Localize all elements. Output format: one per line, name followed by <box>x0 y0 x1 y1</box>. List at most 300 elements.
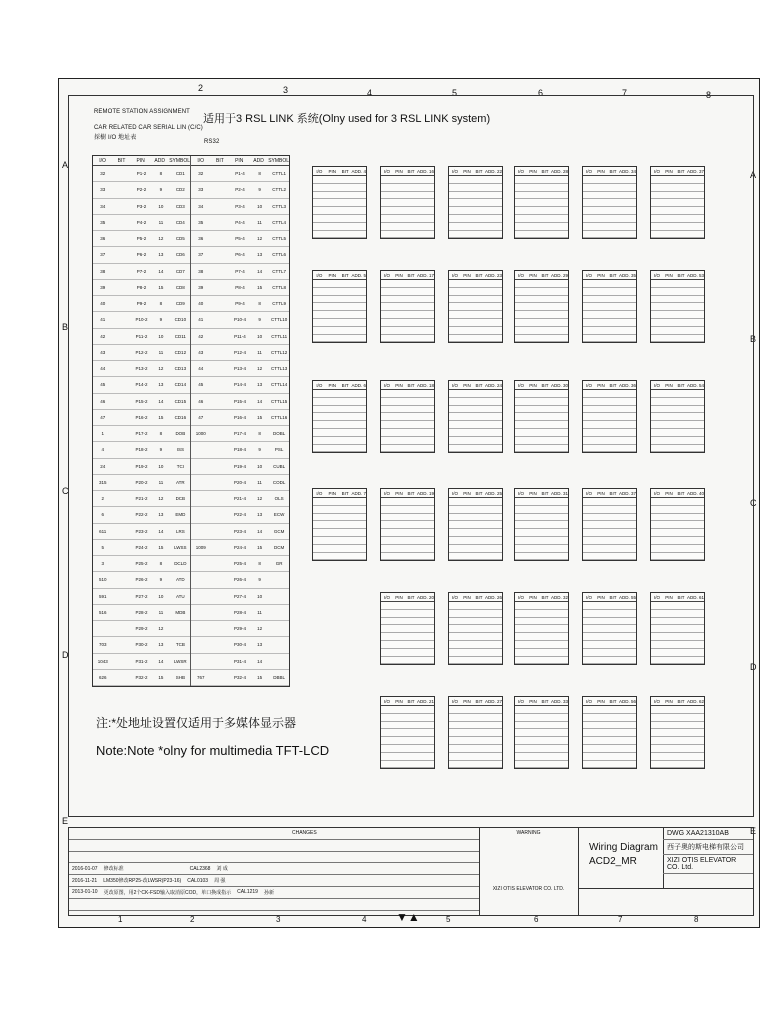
box-row <box>449 602 502 610</box>
bcol-5: 5 <box>446 915 451 924</box>
box-header-cell: I/O <box>653 594 660 600</box>
address-box <box>514 488 569 561</box>
box-row <box>515 737 568 745</box>
title-block-bottom <box>579 888 753 916</box>
box-row <box>515 429 568 437</box>
table-cell: CTTL4 <box>272 219 287 225</box>
box-row <box>583 199 636 207</box>
box-row <box>651 545 704 553</box>
table-cell: 8 <box>159 171 163 177</box>
table-cell: 9 <box>258 317 261 323</box>
table-cell: ECW <box>273 512 285 518</box>
table-cell: 9 <box>258 577 261 583</box>
table-row <box>93 524 190 540</box>
table-row <box>93 247 190 263</box>
table-cell: P5-2 <box>136 236 147 242</box>
table-cell: 8 <box>159 431 163 437</box>
table-cell: 8 <box>159 561 163 567</box>
col-4: 4 <box>367 88 373 98</box>
table-cell: P12-4 <box>233 349 246 355</box>
box-row <box>381 296 434 304</box>
table-cell: 14 <box>158 398 164 404</box>
row-a-right: A <box>750 170 757 180</box>
box-header-cell: I/O <box>451 490 458 496</box>
table-row <box>191 670 289 686</box>
box-header-cell: BIT <box>677 594 685 600</box>
table-cell: CD13 <box>174 366 187 372</box>
table-cell: 40 <box>100 301 106 307</box>
column-header: I/O <box>99 157 106 164</box>
box-row <box>583 521 636 529</box>
box-row <box>515 714 568 722</box>
box-header-cell: BIT <box>475 382 483 388</box>
table-row <box>93 442 190 458</box>
box-row <box>313 192 366 200</box>
box-header-cell: PIN <box>665 168 673 174</box>
rev-desc: 更改原图，用2个CK-FSD输入取消原COD，单口换成指示 <box>103 889 232 896</box>
box-row <box>651 303 704 311</box>
box-row <box>313 223 366 231</box>
table-cell: TCI <box>176 463 184 469</box>
box-row <box>449 633 502 641</box>
table-cell: 11 <box>257 349 262 355</box>
table-cell: CD5 <box>175 236 185 242</box>
table-cell: 8 <box>258 561 261 567</box>
table-cell: P8-4 <box>235 284 245 290</box>
box-row <box>515 176 568 184</box>
box-row <box>313 514 366 522</box>
table-row <box>93 556 190 572</box>
box-header-cell: I/O <box>653 168 660 174</box>
row-d-right: D <box>750 662 757 672</box>
table-row <box>191 410 289 426</box>
box-row <box>381 753 434 761</box>
box-header-cell: ADD. 30 <box>551 382 569 388</box>
table-cell: 9 <box>258 187 261 193</box>
box-row <box>381 618 434 626</box>
table-cell: 32 <box>100 171 106 177</box>
box-header-cell: BIT <box>407 594 415 600</box>
table-cell: 43 <box>198 349 204 355</box>
box-header-cell: ADD. 16 <box>417 168 435 174</box>
box-row <box>381 521 434 529</box>
col-2: 2 <box>198 83 204 93</box>
table-cell: 315 <box>98 479 107 485</box>
box-row <box>313 545 366 553</box>
table-cell: CD6 <box>175 252 185 258</box>
box-row <box>381 498 434 506</box>
box-row <box>381 303 434 311</box>
address-box <box>448 166 503 239</box>
box-row <box>515 753 568 761</box>
box-row <box>449 192 502 200</box>
table-cell: 12 <box>257 236 263 242</box>
table-cell: P4-4 <box>235 219 245 225</box>
table-row <box>191 540 289 556</box>
table-cell: 15 <box>257 414 263 420</box>
box-row <box>651 327 704 335</box>
box-header-cell: I/O <box>451 382 458 388</box>
table-row <box>191 166 289 182</box>
note-chinese: 注:*处地址设置仅适用于多媒体显示器 <box>96 716 297 730</box>
box-header-cell: ADD. 61 <box>687 594 705 600</box>
box-row <box>583 223 636 231</box>
table-cell: 11 <box>158 609 164 615</box>
box-row <box>381 176 434 184</box>
table-cell: 1 <box>101 431 104 437</box>
box-row <box>381 413 434 421</box>
box-header-cell: I/O <box>517 272 524 278</box>
table-cell: 11 <box>158 349 164 355</box>
box-row <box>583 390 636 398</box>
box-header <box>381 271 434 280</box>
table-cell: 44 <box>100 366 106 372</box>
box-row <box>381 184 434 192</box>
table-cell: PSL <box>274 447 284 453</box>
table-cell: OLS <box>274 496 284 502</box>
box-header-cell: PIN <box>597 168 605 174</box>
box-row <box>381 231 434 239</box>
box-header-cell: I/O <box>653 382 660 388</box>
box-header-cell: BIT <box>609 168 617 174</box>
table-cell: P31-4 <box>233 658 246 664</box>
box-row <box>515 231 568 239</box>
box-header-cell: BIT <box>609 594 617 600</box>
table-cell: P16-4 <box>233 414 246 420</box>
box-header-cell: ADD. 31 <box>551 490 569 496</box>
table-cell: P12-2 <box>135 349 148 355</box>
box-row <box>515 649 568 657</box>
table-cell: 12 <box>158 236 164 242</box>
box-row <box>583 319 636 327</box>
box-row <box>313 327 366 335</box>
box-header-cell: BIT <box>609 382 617 388</box>
table-cell: 47 <box>100 414 106 420</box>
box-row <box>515 514 568 522</box>
table-cell: LRS <box>175 528 185 534</box>
box-row <box>651 421 704 429</box>
table-cell: CTTL1 <box>272 171 287 177</box>
table-cell: P7-2 <box>136 268 147 274</box>
box-header <box>381 381 434 390</box>
table-cell: 13 <box>257 252 263 258</box>
address-box-grid <box>312 166 732 796</box>
box-row <box>515 184 568 192</box>
box-header-cell: BIT <box>407 168 415 174</box>
table-cell: 15 <box>257 284 263 290</box>
table-row <box>191 329 289 345</box>
rev-cal: CAL1219 <box>237 889 258 896</box>
table-cell: 34 <box>198 203 204 209</box>
box-row <box>449 714 502 722</box>
box-row <box>583 729 636 737</box>
box-header-cell: BIT <box>407 490 415 496</box>
box-header-cell: PIN <box>665 382 673 388</box>
box-row <box>651 553 704 561</box>
box-row <box>313 521 366 529</box>
box-row <box>313 231 366 239</box>
table-cell: 8 <box>258 171 261 177</box>
address-box <box>514 166 569 239</box>
box-row <box>449 729 502 737</box>
table-cell: P28-4 <box>233 609 246 615</box>
table-cell: CD16 <box>174 414 187 420</box>
table-cell: 32 <box>198 171 204 177</box>
table-row <box>191 524 289 540</box>
box-row <box>515 288 568 296</box>
box-row <box>449 553 502 561</box>
box-header-cell: I/O <box>517 168 524 174</box>
table-cell: 13 <box>158 642 164 648</box>
table-cell: P30-4 <box>233 642 246 648</box>
address-box <box>650 380 705 453</box>
table-cell: 1043 <box>97 658 108 664</box>
box-row <box>381 729 434 737</box>
box-row <box>651 335 704 343</box>
box-row <box>515 335 568 343</box>
box-row <box>515 506 568 514</box>
box-header-cell: BIT <box>677 272 685 278</box>
box-row <box>583 176 636 184</box>
table-cell: P20-4 <box>233 479 246 485</box>
box-row <box>449 657 502 665</box>
box-row <box>651 406 704 414</box>
column-header: BIT <box>216 157 224 164</box>
table-cell: P11-4 <box>234 333 246 339</box>
table-cell: 10 <box>257 333 263 339</box>
table-cell: P26-4 <box>233 577 246 583</box>
box-row <box>583 398 636 406</box>
table-cell: 14 <box>257 658 263 664</box>
box-row <box>651 223 704 231</box>
box-row <box>583 184 636 192</box>
table-cell: CUBL <box>273 463 286 469</box>
table-cell: P26-2 <box>135 577 148 583</box>
box-header-cell: I/O <box>585 594 592 600</box>
box-row <box>381 327 434 335</box>
box-header-cell: I/O <box>517 490 524 496</box>
box-row <box>651 625 704 633</box>
bcol-7: 7 <box>618 915 623 924</box>
table-cell: CTTL10 <box>271 317 288 323</box>
box-row <box>515 319 568 327</box>
revision-row <box>69 887 479 899</box>
table-cell: 12 <box>257 626 263 632</box>
table-cell: 38 <box>198 268 204 274</box>
box-header-cell: ADD. 5 <box>351 272 366 278</box>
table-cell: 15 <box>158 284 164 290</box>
box-row <box>313 303 366 311</box>
table-cell: P14-4 <box>233 382 246 388</box>
table-cell: 8 <box>258 431 261 437</box>
table-cell: 12 <box>158 366 164 372</box>
box-header-cell: PIN <box>597 698 605 704</box>
table-cell: P19-2 <box>135 463 148 469</box>
box-header-cell: PIN <box>597 490 605 496</box>
table-row <box>93 605 190 621</box>
table-cell: 40 <box>198 301 204 307</box>
table-row <box>93 377 190 393</box>
box-row <box>449 390 502 398</box>
box-row <box>449 288 502 296</box>
box-row <box>651 199 704 207</box>
table-cell: 39 <box>198 284 204 290</box>
box-row <box>583 413 636 421</box>
table-cell: CTTL11 <box>271 333 288 339</box>
table-row <box>191 231 289 247</box>
table-header <box>191 156 289 166</box>
box-row <box>515 657 568 665</box>
table-cell: GCM <box>273 528 285 534</box>
box-row <box>313 421 366 429</box>
table-row <box>191 215 289 231</box>
box-row <box>515 641 568 649</box>
table-cell: 14 <box>158 268 164 274</box>
col-5: 5 <box>452 88 458 98</box>
table-cell: P3-2 <box>136 203 147 209</box>
table-cell: 12 <box>158 496 164 502</box>
box-header-cell: I/O <box>383 594 390 600</box>
box-row <box>583 311 636 319</box>
table-cell: 13 <box>257 512 263 518</box>
rev-cal: CAL0103 <box>187 877 209 884</box>
box-row <box>515 553 568 561</box>
box-header-cell: ADD. 21 <box>417 698 435 704</box>
table-cell: 38 <box>100 268 106 274</box>
box-row <box>381 406 434 414</box>
box-row <box>515 602 568 610</box>
address-box <box>650 166 705 239</box>
box-row <box>651 390 704 398</box>
table-cell: 14 <box>257 398 263 404</box>
table-row <box>93 589 190 605</box>
address-box <box>582 696 637 769</box>
table-cell: 13 <box>158 382 164 388</box>
box-row <box>651 529 704 537</box>
table-row <box>191 654 289 670</box>
table-row <box>191 394 289 410</box>
box-row <box>515 722 568 730</box>
table-row <box>191 605 289 621</box>
box-row <box>583 437 636 445</box>
box-header-cell: PIN <box>463 168 471 174</box>
table-cell: CD11 <box>174 333 186 339</box>
box-row <box>449 498 502 506</box>
table-cell: 11 <box>158 479 164 485</box>
box-row <box>583 445 636 453</box>
box-row <box>583 192 636 200</box>
company-en: XIZI OTIS ELEVATOR CO. Ltd. <box>663 855 753 874</box>
table-cell: P17-2 <box>135 431 148 437</box>
table-row <box>191 377 289 393</box>
box-row <box>313 176 366 184</box>
box-header-cell: ADD. 35 <box>619 272 637 278</box>
table-cell: 42 <box>100 333 106 339</box>
box-header-cell: I/O <box>517 382 524 388</box>
box-row <box>449 406 502 414</box>
box-header <box>381 593 434 602</box>
table-cell: P3-4 <box>235 203 245 209</box>
address-box <box>448 488 503 561</box>
box-header <box>449 593 502 602</box>
table-cell: P22-4 <box>233 512 246 518</box>
rev-desc: LM350修改RP25-改LWSR(P23-16) <box>103 878 182 885</box>
table-row <box>191 637 289 653</box>
box-row <box>449 231 502 239</box>
box-row <box>313 529 366 537</box>
table-cell: 37 <box>198 252 204 258</box>
box-header-cell: PIN <box>529 382 537 388</box>
box-row <box>449 280 502 288</box>
table-cell: 37 <box>100 252 106 258</box>
box-header-cell: BIT <box>541 490 549 496</box>
box-header-cell: BIT <box>609 490 617 496</box>
rev-by: 刘 成 <box>216 866 228 873</box>
box-header-cell: PIN <box>328 490 336 496</box>
box-row <box>583 537 636 545</box>
box-header-cell: ADD. 37 <box>687 168 705 174</box>
table-row <box>93 491 190 507</box>
table-cell: 3 <box>101 561 104 567</box>
table-cell: 39 <box>100 284 106 290</box>
row-b: B <box>62 322 69 332</box>
box-row <box>583 280 636 288</box>
address-box <box>582 380 637 453</box>
table-cell: P32-4 <box>233 674 246 680</box>
box-header-cell: ADD. 29 <box>551 272 569 278</box>
box-header-cell: ADD. 7 <box>351 490 366 496</box>
box-header <box>515 167 568 176</box>
table-row <box>93 199 190 215</box>
table-row <box>93 280 190 296</box>
box-row <box>583 641 636 649</box>
table-cell: 24 <box>100 463 106 469</box>
box-header <box>449 167 502 176</box>
box-header-cell: I/O <box>316 382 323 388</box>
box-header-cell: BIT <box>677 382 685 388</box>
column-header: SYMBOL <box>169 157 191 164</box>
box-header-cell: BIT <box>541 272 549 278</box>
box-header <box>583 167 636 176</box>
box-row <box>651 429 704 437</box>
box-header <box>449 697 502 706</box>
box-header <box>651 381 704 390</box>
box-header-cell: I/O <box>451 272 458 278</box>
box-header <box>515 593 568 602</box>
box-header <box>583 381 636 390</box>
box-header <box>515 381 568 390</box>
box-header-cell: PIN <box>597 594 605 600</box>
table-cell: 10 <box>158 333 164 339</box>
box-row <box>583 618 636 626</box>
table-cell: 1009 <box>195 544 206 550</box>
table-cell: 10 <box>158 463 164 469</box>
box-row <box>583 761 636 769</box>
box-header-cell: PIN <box>395 168 403 174</box>
rev-date: 2013-01-10 <box>72 889 98 896</box>
box-row <box>651 521 704 529</box>
table-row <box>93 654 190 670</box>
table-cell: 2 <box>101 496 104 502</box>
header-line1: REMOTE STATION ASSIGNMENT <box>94 109 190 115</box>
box-row <box>449 207 502 215</box>
table-cell: 43 <box>100 349 106 355</box>
revision-row <box>69 852 479 864</box>
box-row <box>515 303 568 311</box>
box-header-cell: PIN <box>529 698 537 704</box>
box-row <box>651 445 704 453</box>
row-e: E <box>62 816 69 826</box>
